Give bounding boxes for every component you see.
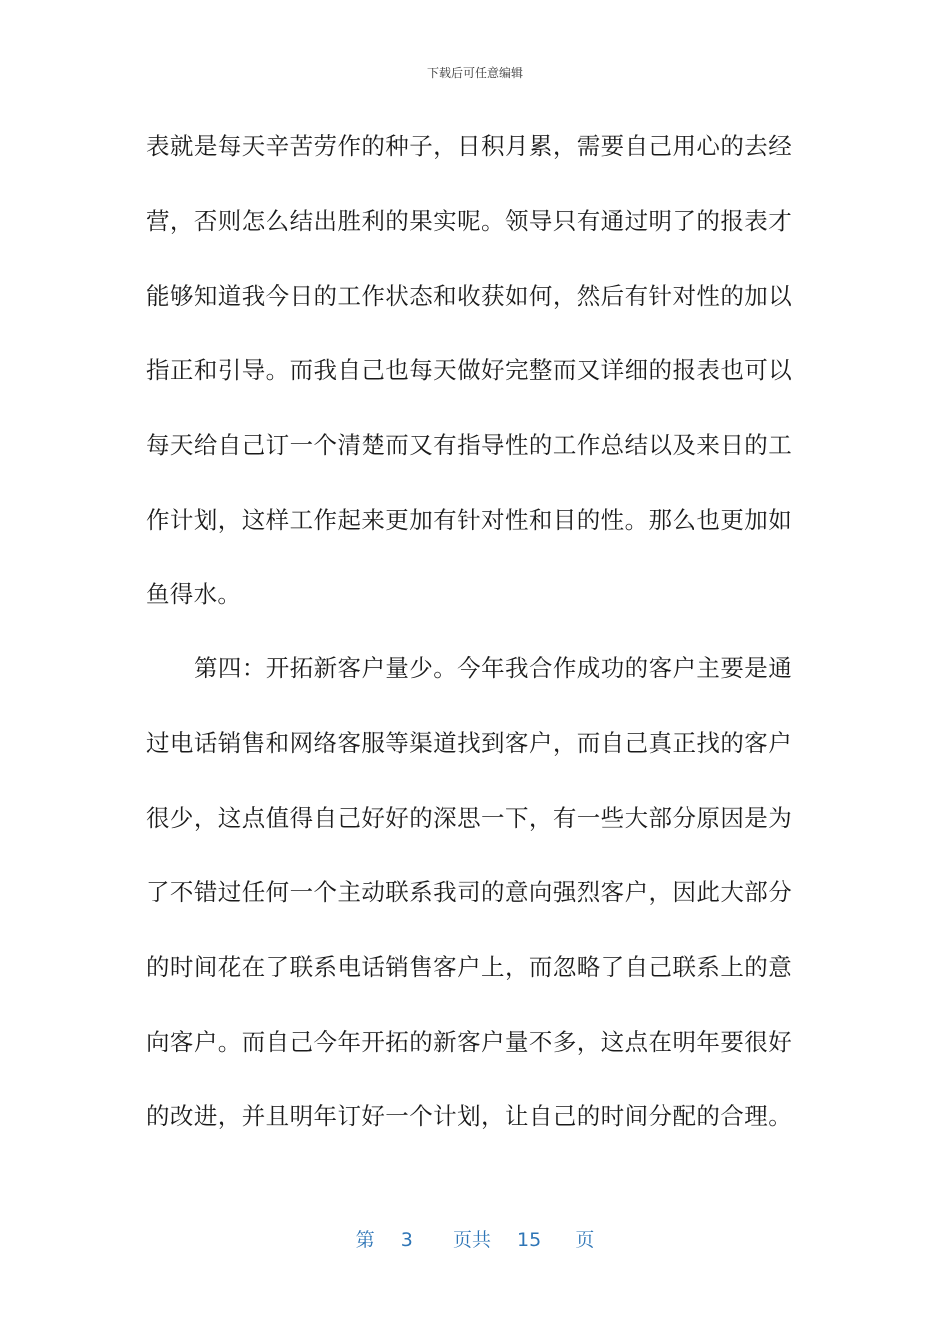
body-line: 的时间花在了联系电话销售客户上，而忽略了自己联系上的意 xyxy=(146,953,792,981)
body-line: 了不错过任何一个主动联系我司的意向强烈客户，因此大部分 xyxy=(146,878,792,906)
page-header xyxy=(0,64,950,81)
page-footer xyxy=(0,1225,950,1252)
body-line: 作计划，这样工作起来更加有针对性和目的性。那么也更加如 xyxy=(146,506,792,534)
footer-total-pages: 15 xyxy=(517,1229,542,1251)
body-line: 很少，这点值得自己好好的深思一下，有一些大部分原因是为 xyxy=(146,804,792,832)
body-line: 能够知道我今日的工作状态和收获如何，然后有针对性的加以 xyxy=(146,282,792,310)
footer-label-page: 第 xyxy=(355,1229,375,1251)
body-line: 营，否则怎么结出胜利的果实呢。领导只有通过明了的报表才 xyxy=(146,207,792,235)
footer-current-page: 3 xyxy=(400,1229,413,1251)
footer-label-of: 页共 xyxy=(452,1229,491,1251)
header-caption: 下载后可任意编辑 xyxy=(426,66,523,80)
paragraph-first-line: 第四：开拓新客户量少。今年我合作成功的客户主要是通 xyxy=(194,654,792,682)
body-line: 每天给自己订一个清楚而又有指导性的工作总结以及来日的工 xyxy=(146,431,792,459)
body-line: 过电话销售和网络客服等渠道找到客户，而自己真正找的客户 xyxy=(146,729,792,757)
footer-label-pages: 页 xyxy=(575,1229,595,1251)
body-line: 表就是每天辛苦劳作的种子，日积月累，需要自己用心的去经 xyxy=(146,132,792,160)
body-line: 指正和引导。而我自己也每天做好完整而又详细的报表也可以 xyxy=(146,356,792,384)
body-line: 鱼得水。 xyxy=(146,580,242,608)
body-line: 向客户。而自己今年开拓的新客户量不多，这点在明年要很好 xyxy=(146,1028,792,1056)
body-line: 的改进，并且明年订好一个计划，让自己的时间分配的合理。 xyxy=(146,1102,792,1130)
